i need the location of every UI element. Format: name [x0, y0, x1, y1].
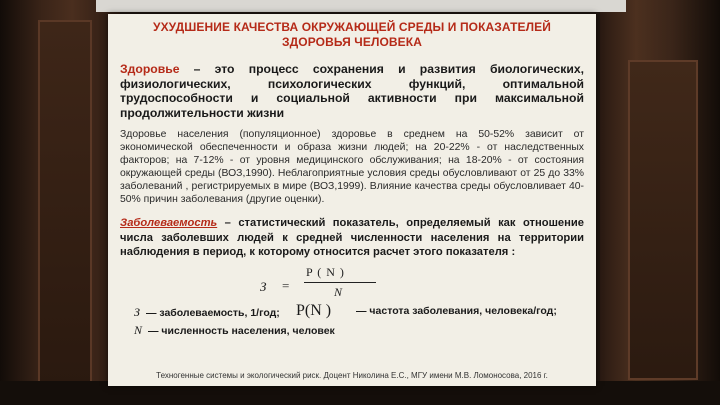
legend-n-text: — численность населения, человек [148, 324, 335, 337]
formula-fraction-bar [304, 282, 376, 283]
legend-pn-symbol: P(N ) [296, 301, 332, 319]
projector-screen-top [96, 0, 626, 12]
legend-n-symbol: N [134, 322, 143, 337]
slide-footer: Техногенные системы и экологический риск. Доцент Николина Е.С., МГУ имени М.В. Ломоносова, 2016 г. [156, 371, 548, 380]
legend-n [134, 323, 335, 338]
legend-z-text: — заболеваемость, 1/год; [145, 306, 280, 319]
morbidity-term: Заболеваемость [120, 217, 218, 230]
health-statistics-paragraph: Здоровье населения (популяционное) здоровье в среднем на 50-52% зависит от экономической обеспеченности и образа жизни людей; на 20-22% - от наследственных факторов; на 7-12% - от уровня медицинского обслуживания; на 18-20% - от состояния окружающей среды (ВОЗ,1990). Неблагоприятные условия среды обусловливают от 25 до 33% заболеваний , регистрируемых в мире (ВОЗ,1999). Влияние качества среды обусловливает 40-50% причин заболевания (другие оценки). [120, 129, 584, 206]
formula-denominator: N [334, 284, 343, 299]
legend-pn-text: — частота заболевания, человека/год; [356, 304, 557, 317]
health-term: Здоровье [120, 62, 180, 76]
morbidity-definition-text: – статистический показатель, определяемый как отношение числа заболевших людей к средней численности населения на территории наблюдения в период, к которому относится расчет этого показателя : [120, 217, 584, 258]
health-definition-text: – это процесс сохранения и развития биологических, физиологических, психологических функций, оптимальной трудоспособности и социальной активности при максимальной продолжительности жизни [120, 62, 584, 120]
slide-title: УХУДШЕНИЕ КАЧЕСТВА ОКРУЖАЮЩЕЙ СРЕДЫ И ПОКАЗАТЕЛЕЙ ЗДОРОВЬЯ ЧЕЛОВЕКА [153, 20, 551, 49]
health-definition [120, 62, 584, 120]
formula-numerator: P ( N ) [306, 264, 345, 279]
presentation-slide [108, 14, 596, 386]
legend-z [134, 305, 280, 320]
legend-z-symbol: З [134, 304, 140, 319]
left-wall [0, 0, 120, 405]
right-wall-panel [628, 60, 698, 380]
formula-legend [120, 301, 584, 339]
formula-lhs: З [260, 278, 267, 294]
morbidity-formula [120, 265, 584, 305]
morbidity-definition [120, 216, 584, 259]
formula-equals: = [282, 277, 290, 293]
right-wall [600, 0, 720, 405]
left-wall-panel [38, 20, 92, 390]
